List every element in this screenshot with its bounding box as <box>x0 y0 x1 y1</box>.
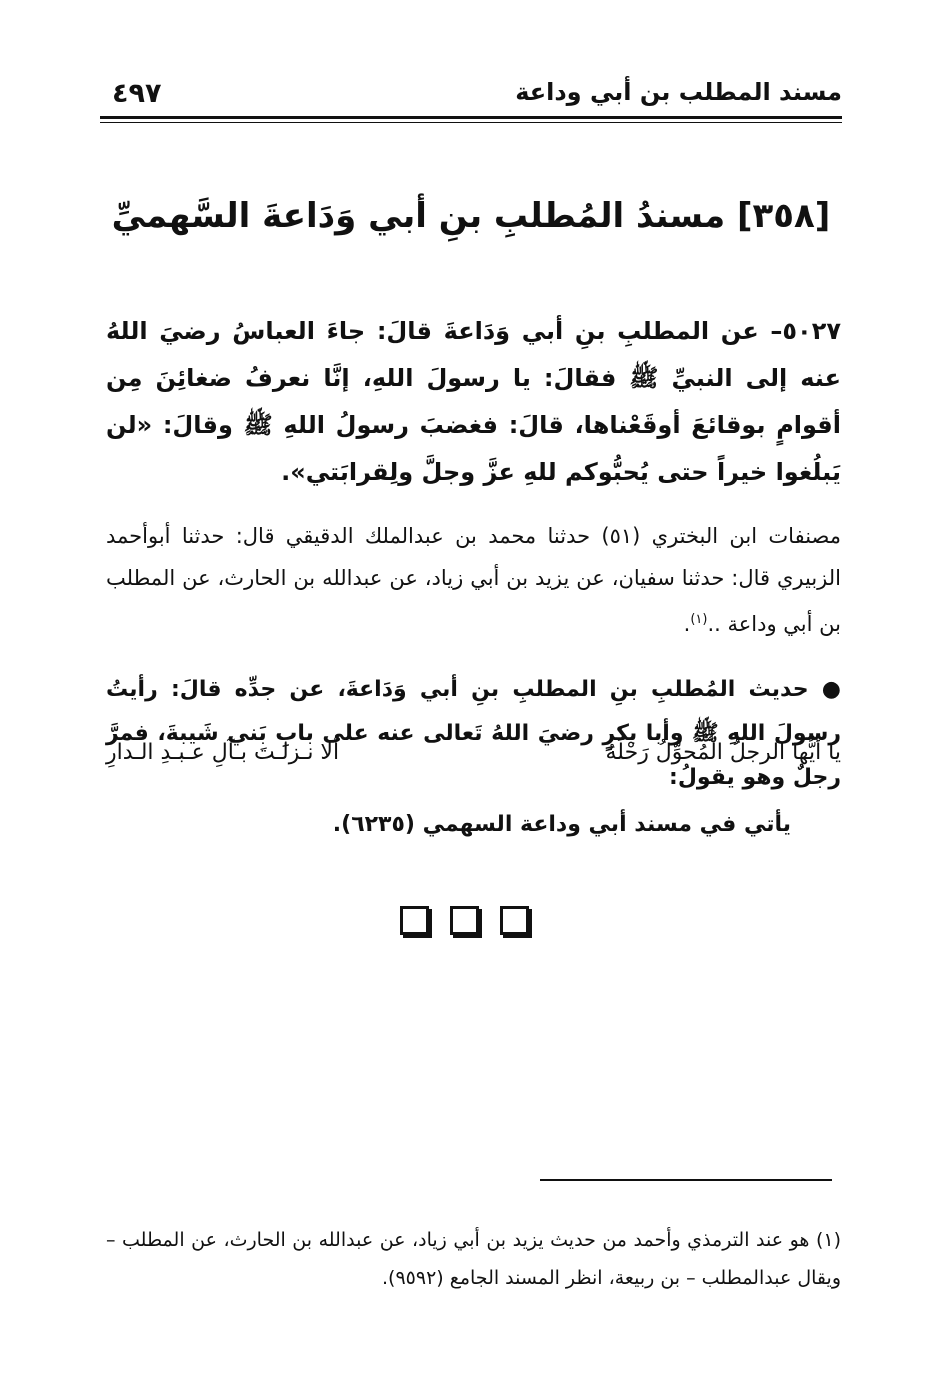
verse-second-hemistich: ألا نـزلـتَ بـآلِ عـبـدِ الـدارِ <box>106 740 340 765</box>
verse-first-hemistich: يا أيُّها الرجلُ المُحوِّلُ رَحْلَهُ <box>605 740 841 765</box>
cross-reference: يأتي في مسند أبي وداعة السهمي (٦٢٣٥). <box>332 812 791 837</box>
source-citation: مصنفات ابن البختري (٥١) حدثنا محمد بن عبدالملك الدقيقي قال: حدثنا أبوأحمد الزبيري قال: حدثنا سفيان، عن يزيد بن أبي زياد، عن عبدالله بن الحارث، عن المطلب بن أبي وداعة ..$^{(١)}$. <box>106 524 841 636</box>
footnote-reference[interactable]: (١) <box>690 612 708 627</box>
square-ornament-icon <box>450 906 479 935</box>
page-number: ٤٩٧ <box>112 78 162 109</box>
footnote: (١) هو عند الترمذي وأحمد من حديث يزيد بن أبي زياد، عن عبدالله بن الحارث، عن المطلب – ويقال عبدالمطلب – بن ربيعة، انظر المسند الجامع (٩٥٩٢). <box>106 1229 841 1289</box>
running-title: مسند المطلب بن أبي وداعة <box>515 78 842 106</box>
header-rule <box>100 116 842 119</box>
poetry-verse <box>106 740 841 784</box>
section-end-ornament <box>400 906 530 940</box>
hadith-text: ٥٠٢٧– عن المطلبِ بنِ أبي وَدَاعةَ قالَ: جاءَ العباسُ رضيَ اللهُ عنه إلى النبيِّ ﷺ فقالَ: يا رسولَ اللهِ، إنَّا نعرفُ ضغائِنَ مِن أقوامٍ بوقائعَ أوقَعْناها، قالَ: فغضبَ رسولُ اللهِ ﷺ وقالَ: «لن يَبلُغوا خيراً حتى يُحبُّوكم للهِ عزَّ وجلَّ ولِقرابَتي». <box>106 317 841 486</box>
related-hadith: ● حديث المُطلبِ بنِ المطلبِ بنِ أبي وَدَاعةَ، عن جدِّه قالَ: رأيتُ رسولَ اللهِ ﷺ وأبا بكرٍ رضيَ اللهُ تَعالى عنه على بابِ بَني شَيبةَ، فمرَّ رجلٌ وهو يقولُ: <box>106 677 841 790</box>
header-rule-thin <box>100 122 842 123</box>
footnote-separator <box>540 1179 832 1181</box>
square-ornament-icon <box>400 906 429 935</box>
running-header <box>100 78 842 122</box>
section-title: [٣٥٨] مسندُ المُطلبِ بنِ أبي وَدَاعةَ السَّهميِّ <box>111 196 831 236</box>
square-ornament-icon <box>500 906 529 935</box>
source-text: مصنفات ابن البختري (٥١) حدثنا محمد بن عبدالملك الدقيقي قال: حدثنا أبوأحمد الزبيري قال: حدثنا سفيان، عن يزيد بن أبي زياد، عن عبدالله بن الحارث، عن المطلب بن أبي وداعة .. <box>106 524 841 636</box>
